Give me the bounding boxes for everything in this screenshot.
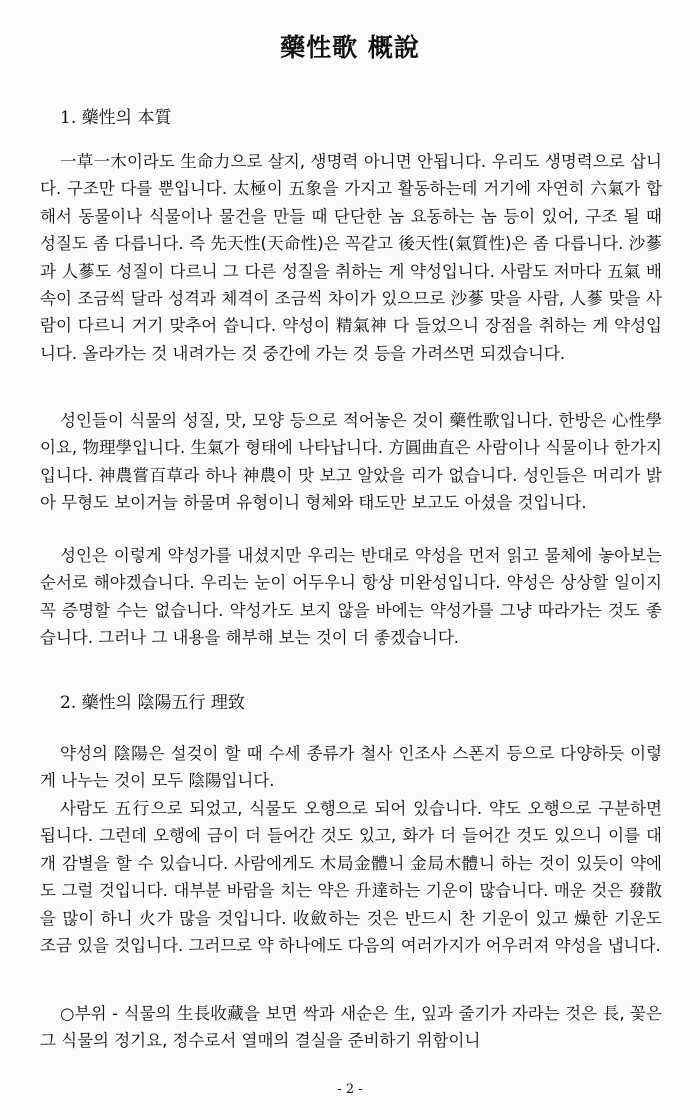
section-heading: 2. 藥性의 陰陽五行 理致 bbox=[60, 693, 245, 713]
paragraph: 성인은 이렇게 약성가를 내셨지만 우리는 반대로 약성을 먼저 읽고 물체에 놓아보는 순서로 해야겠습니다. 우리는 눈이 어두우니 항상 미완성입니다. 약성은 상상할 일이지 꼭 증명할 수는 없습니다. 약성가도 보지 않을 바에는 약성가를 그냥 따라가는 것도 좋습니다. 그러나 그 내용을 해부해 보는 것이 더 좋겠습니다. bbox=[40, 546, 662, 648]
page-title: 藥性歌 概說 bbox=[280, 33, 420, 62]
page-number: - 2 - bbox=[337, 1082, 363, 1097]
section-heading: 1. 藥性의 本質 bbox=[60, 108, 172, 128]
paragraph: 一草一木이라도 生命力으로 살지, 생명력 아니면 안됩니다. 우리도 생명력으로 삽니다. 구조만 다를 뿐입니다. 太極이 五象을 가지고 활동하는데 거기에 자연히 六氣가 합해서 동물이나 식물이나 물건을 만들 때 단단한 놈 요동하는 놈 등이 있어, 구조 될 때 성질도 좀 다릅니다. 즉 先天性(天命性)은 꼭같고 後天性(氣質性)은 좀 다릅니다. 沙蔘과 人蔘도 성질이 다르니 그 다른 성질을 취하는 게 약성입니다. 사람도 저마다 五氣 배속이 조금씩 달라 성격과 체격이 조금씩 차이가 있으므로 沙蔘 맞을 사람, 人蔘 맞을 사람이 다르니 거기 맞추어 씁니다. 약성이 精氣神 다 들었으니 장점을 취하는 게 약성입니다. 올라가는 것 내려가는 것 중간에 가는 것 등을 가려쓰면 되겠습니다. bbox=[40, 152, 662, 363]
paragraph: 성인들이 식물의 성질, 맛, 모양 등으로 적어놓은 것이 藥性歌입니다. 한방은 心性學이요, 物理學입니다. 生氣가 형태에 나타납니다. 方圓曲直은 사람이나 식물이나 한가지입니다. 神農嘗百草라 하나 神農이 맛 보고 알았을 리가 없습니다. 성인들은 머리가 밝아 무형도 보이거늘 하물며 유형이니 형체와 태도만 보고도 아셨을 것입니다. bbox=[40, 411, 662, 513]
paragraph: 약성의 陰陽은 설겆이 할 때 수세 종류가 철사 인조사 스폰지 등으로 다양하듯 이렇게 나누는 것이 모두 陰陽입니다. bbox=[40, 744, 662, 791]
paragraph: 사람도 五行으로 되었고, 식물도 오행으로 되어 있습니다. 약도 오행으로 구분하면 됩니다. 그런데 오행에 금이 더 들어간 것도 있고, 화가 더 들어간 것도 있으니 이를 대개 감별을 할 수 있습니다. 사람에게도 木局金體니 金局木體니 하는 것이 있듯이 약에도 그럴 것입니다. 대부분 바람을 치는 약은 升達하는 기운이 많습니다. 매운 것은 發散을 많이 하니 火가 많을 것입니다. 收斂하는 것은 반드시 찬 기운이 있고 燥한 기운도 조금 있을 것입니다. 그러므로 약 하나에도 다음의 여러가지가 어우러져 약성을 냅니다. bbox=[40, 799, 662, 956]
paragraph: ○부위 - 식물의 生長收藏을 보면 싹과 새순은 生, 잎과 줄기가 자라는 것은 長, 꽃은 그 식물의 정기요, 정수로서 열매의 결실을 준비하기 위함이니 bbox=[40, 1004, 662, 1051]
